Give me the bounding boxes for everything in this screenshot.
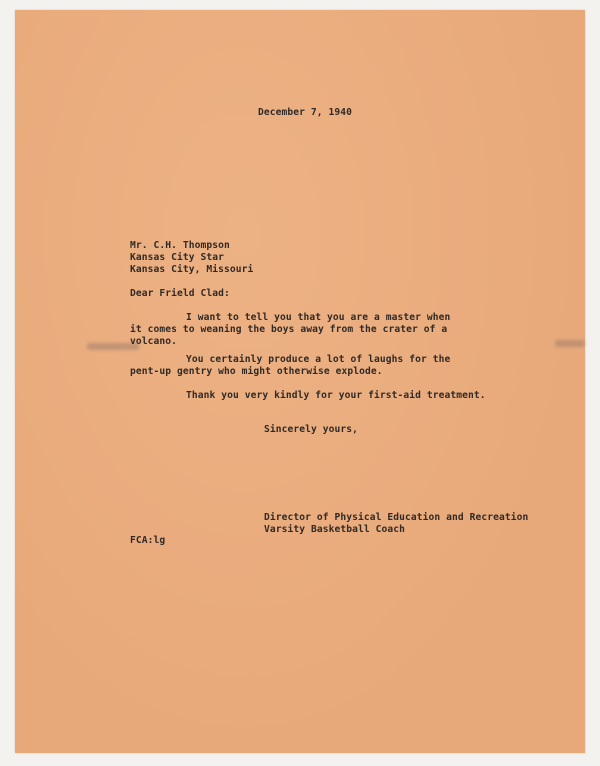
right-margin-smudge <box>555 340 585 347</box>
typist-initials: FCA:lg <box>130 535 166 546</box>
body-paragraph-2-line-1: You certainly produce a lot of laughs for the <box>186 354 451 365</box>
body-paragraph-1-line-1: I want to tell you that you are a master when <box>186 312 451 323</box>
salutation: Dear Frield Clad: <box>130 288 230 299</box>
body-paragraph-1-line-3: volcano. <box>130 336 178 347</box>
recipient-city: Kansas City, Missouri <box>130 264 254 275</box>
letter-date: December 7, 1940 <box>258 107 353 118</box>
signature-title-line-2: Varsity Basketball Coach <box>264 524 406 535</box>
closing: Sincerely yours, <box>264 424 359 435</box>
signature-title-line-1: Director of Physical Education and Recreation <box>264 512 529 523</box>
body-paragraph-1-line-2: it comes to weaning the boys away from the crater of a <box>130 324 448 335</box>
recipient-organization: Kansas City Star <box>130 252 225 263</box>
letter-page <box>15 10 585 753</box>
body-paragraph-3-line-1: Thank you very kindly for your first-aid treatment. <box>186 390 486 401</box>
recipient-name: Mr. C.H. Thompson <box>130 240 230 251</box>
body-paragraph-2-line-2: pent-up gentry who might otherwise explode. <box>130 366 383 377</box>
